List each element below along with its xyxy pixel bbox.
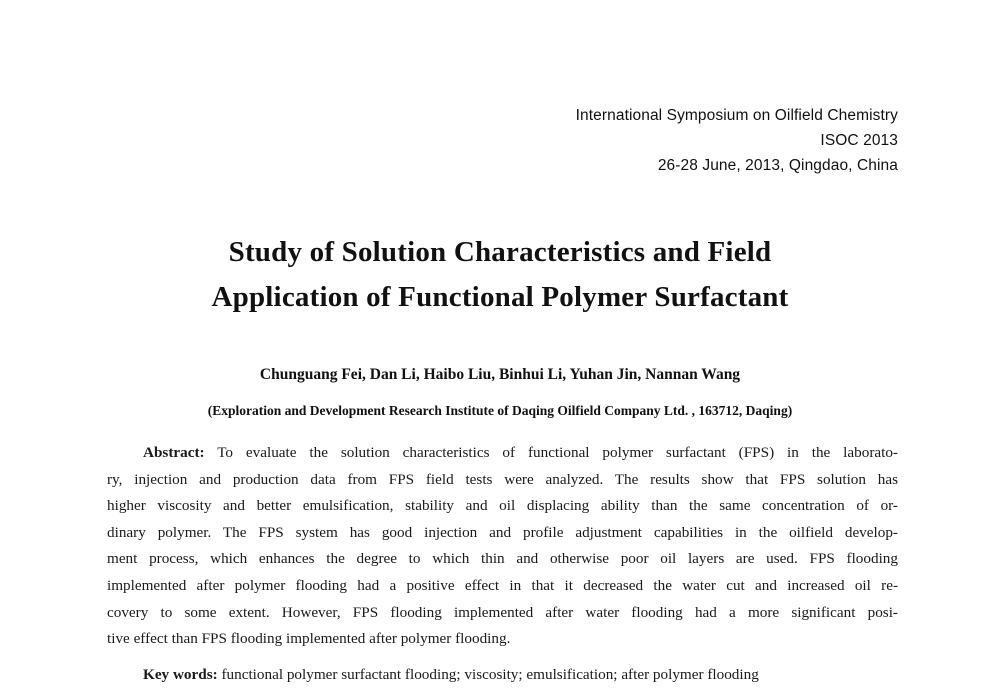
symposium-abbrev: ISOC 2013	[820, 132, 898, 149]
title-line-2: Application of Functional Polymer Surfactant	[211, 281, 789, 313]
author-list: Chunguang Fei, Dan Li, Haibo Liu, Binhui Li, Yuhan Jin, Nannan Wang	[259, 366, 741, 383]
abstract-line: implemented after polymer flooding had a positive effect in that it decreased the water cut and increased oil re-	[107, 576, 898, 594]
keywords-text: functional polymer surfactant flooding; viscosity; emulsification; after polymer flooding	[221, 666, 759, 683]
abstract-line	[107, 440, 898, 467]
abstract-line: higher viscosity and better emulsification, stability and oil displacing ability than the same concentration of or-	[107, 497, 898, 515]
title-line-1: Study of Solution Characteristics and Field	[228, 236, 772, 268]
abstract-label: Abstract:	[143, 444, 205, 461]
paper-title	[0, 230, 1000, 320]
abstract-line: covery to some extent. However, FPS flooding implemented after water flooding had a more significant posi-	[107, 603, 898, 621]
symposium-date-place: 26-28 June, 2013, Qingdao, China	[657, 157, 898, 174]
affiliation: (Exploration and Development Research Institute of Daqing Oilfield Company Ltd. , 163712, Daqing)	[207, 403, 793, 418]
conference-header	[576, 103, 898, 178]
abstract-line: ry, injection and production data from FPS field tests were analyzed. The results show that FPS solution has	[107, 470, 898, 488]
symposium-name: International Symposium on Oilfield Chemistry	[575, 107, 898, 124]
abstract-line: dinary polymer. The FPS system has good injection and profile adjustment capabilities in the oilfield develop-	[107, 523, 898, 541]
abstract-line: tive effect than FPS flooding implemented after polymer flooding.	[107, 630, 511, 648]
keywords	[143, 664, 759, 686]
abstract	[107, 440, 898, 653]
keywords-label: Key words:	[143, 666, 218, 683]
abstract-line: ment process, which enhances the degree to which thin and otherwise poor oil layers are used. FPS flooding	[107, 550, 898, 568]
abstract-text: To evaluate the solution characteristics of functional polymer surfactant (FPS) in the laborato-	[217, 444, 898, 461]
